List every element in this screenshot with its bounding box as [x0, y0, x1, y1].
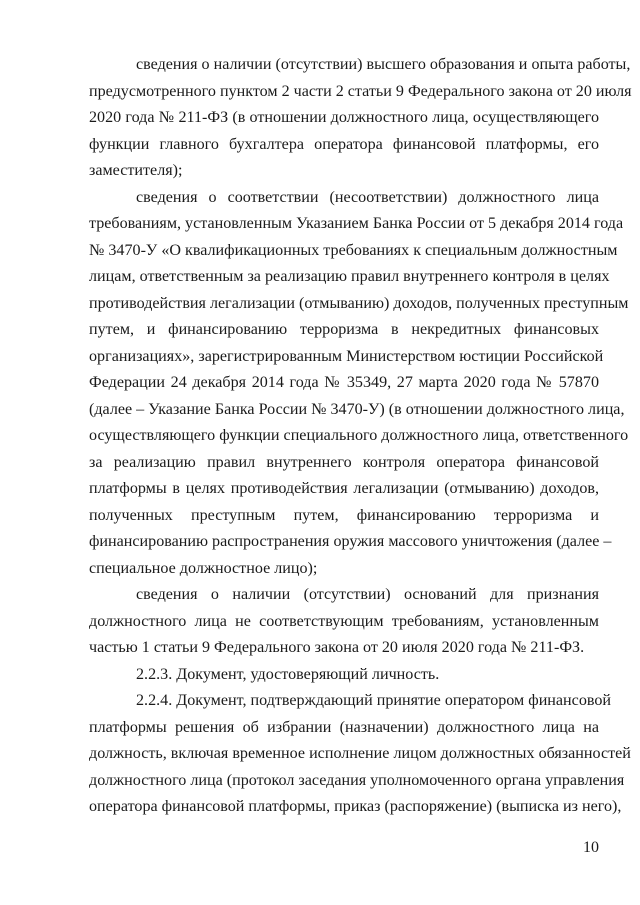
text-line: должностного лица не соответствующим требованиям, установленным [89, 612, 599, 630]
text-line: 2.2.3. Документ, удостоверяющий личность. [136, 665, 440, 683]
text-line: требованиям, установленным Указанием Банка России от 5 декабря 2014 года [89, 215, 624, 232]
text-line: должностного лица (протокол заседания уполномоченного органа управления [89, 771, 625, 789]
text-line: платформы решения об избрании (назначении) должностного лица на [89, 718, 599, 736]
text-line: Федерации 24 декабря 2014 года № 35349, 27 марта 2020 года № 57870 [89, 374, 599, 391]
text-line: за реализацию правил внутреннего контроля оператора финансовой [89, 453, 599, 471]
text-line: должность, включая временное исполнение лицом должностных обязанностей [89, 745, 631, 762]
paragraph-higher-education [89, 52, 632, 185]
text-line: сведения о соответствии (несоответствии) должностного лица [136, 188, 599, 206]
text-line: предусмотренного пунктом 2 части 2 статьи 9 Федерального закона от 20 июля [89, 82, 632, 100]
text-line: осуществляющего функции специального должностного лица, ответственного [89, 427, 629, 444]
text-line: частью 1 статьи 9 Федерального закона от 20 июля 2020 года № 211-ФЗ. [89, 639, 585, 656]
text-line: (далее – Указание Банка России № 3470-У) (в отношении должностного лица, [89, 400, 625, 418]
text-line: № 3470-У «О квалификационных требованиях к специальным должностным [89, 241, 618, 259]
text-line: путем, и финансированию терроризма в некредитных финансовых [89, 321, 599, 338]
paragraph-2-2-4 [89, 688, 631, 821]
page-number: 10 [583, 839, 599, 856]
text-line: 2020 года № 211-ФЗ (в отношении должностного лица, осуществляющего [89, 109, 599, 126]
text-line: организациях», зарегистрированным Министерством юстиции Российской [89, 347, 604, 365]
text-line: заместителя); [89, 162, 183, 179]
text-line: 2.2.4. Документ, подтверждающий принятие оператором финансовой [136, 692, 612, 709]
text-line: финансированию распространения оружия массового уничтожения (далее – [89, 533, 612, 550]
text-line: противодействия легализации (отмыванию) доходов, полученных преступным [89, 294, 629, 312]
paragraph-grounds [89, 582, 599, 662]
text-line: функции главного бухгалтера оператора финансовой платформы, его [89, 135, 599, 153]
text-line: сведения о наличии (отсутствии) оснований для признания [136, 586, 599, 603]
document-body [89, 52, 632, 821]
text-line: оператора финансовой платформы, приказ (распоряжение) (выписка из него), [89, 798, 622, 815]
text-line: лицам, ответственным за реализацию правил внутреннего контроля в целях [89, 268, 610, 285]
paragraph-2-2-3 [89, 662, 599, 689]
text-line: полученных преступным путем, финансированию терроризма и [89, 506, 599, 524]
text-line: платформы в целях противодействия легализации (отмыванию) доходов, [89, 480, 599, 497]
text-line: специальное должностное лицо); [89, 559, 318, 577]
paragraph-compliance [89, 185, 629, 583]
text-line: сведения о наличии (отсутствии) высшего образования и опыта работы, [136, 56, 631, 73]
